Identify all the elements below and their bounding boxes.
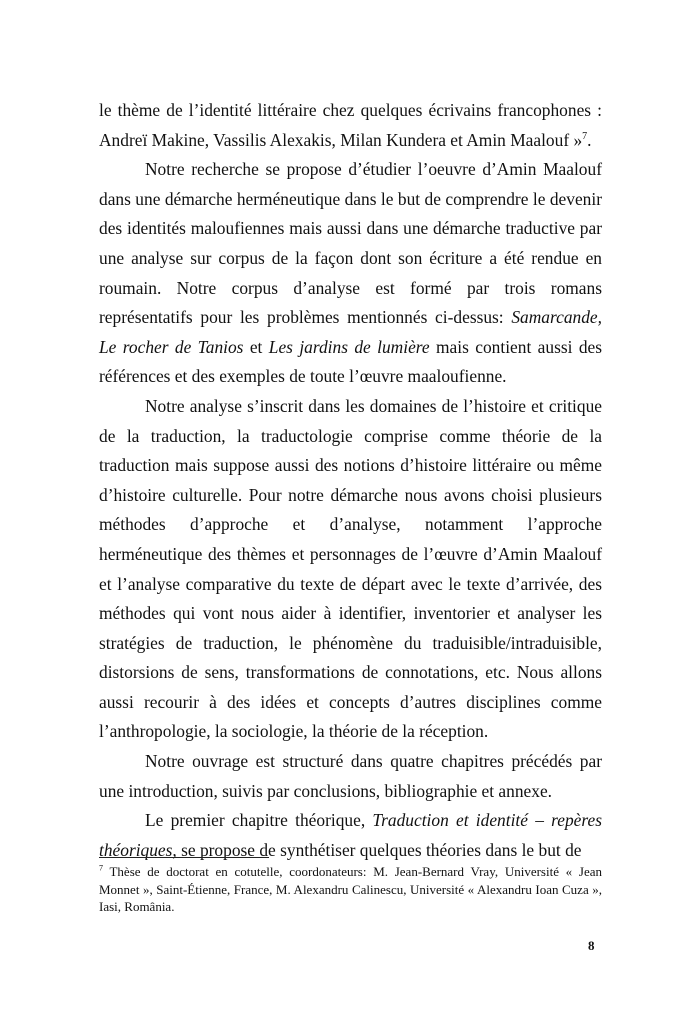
paragraph-2-text-c: mais contient aussi des références et des exemples de toute l’œuvre maaloufienne. <box>99 336 603 387</box>
paragraph-1-end: . <box>587 129 592 150</box>
paragraph-2-text-b: et <box>243 336 269 357</box>
novel-title-2: Les jardins de lumière <box>268 336 430 357</box>
paragraph-5-text-a: Le premier chapitre théorique, <box>145 810 373 831</box>
novel-titles-1: Samarcande, Le rocher de Tanios <box>99 307 602 357</box>
paragraph-1 <box>99 96 602 155</box>
footnote-reference: 7 <box>582 130 588 142</box>
footnote-number: 7 <box>99 863 103 873</box>
page-number: 8 <box>588 938 595 953</box>
body-text <box>99 96 602 865</box>
chapter-title: Traduction et identité – repères théoriques, <box>99 810 602 860</box>
paragraph-3: Notre analyse s’inscrit dans les domaines de l’histoire et critique de la traduction, la traductologie comprise comme théorie de la traduction mais suppose aussi des notions d’histoire littéraire ou même d’histoire culturelle. Pour notre démarche nous avons choisi plusieurs méthodes d’approche et d’analyse, notamment l’approche herméneutique des thèmes et personnages de l’œuvre d’Amin Maalouf et l’analyse comparative du texte de départ avec le texte d’arrivée, des méthodes qui vont nous aider à identifier, inventorier et analyser les stratégies de traduction, le phénomène du traduisible/intraduisible, distorsions de sens, transformations de connotations, etc. Nous allons aussi recourir à des idées et concepts d’autres disciplines comme l’anthropologie, la sociologie, la théorie de la réception. <box>99 395 602 742</box>
paragraph-2 <box>99 155 602 392</box>
footnote-text: Thèse de doctorat en cotutelle, coordonateurs: M. Jean-Bernard Vray, Université « Jean Monnet », Saint-Étienne, France, M. Alexandru Calinescu, Université « Alexandru Ioan Cuza », Iasi, România. <box>99 864 602 914</box>
paragraph-4: Notre ouvrage est structuré dans quatre chapitres précédés par une introduction, suivis par conclusions, bibliographie et annexe. <box>99 751 602 801</box>
paragraph-1-text: le thème de l’identité littéraire chez quelques écrivains francophones : Andreï Makine, Vassilis Alexakis, Milan Kundera et Amin Maalouf » <box>99 100 602 150</box>
paragraph-5-text-b: se propose de synthétiser quelques théories dans le but de <box>176 839 582 860</box>
paragraph-2-text-a: Notre recherche se propose d’étudier l’oeuvre d’Amin Maalouf dans une démarche herméneutique dans le but de comprendre le devenir des identités maloufiennes mais aussi dans une démarche traductive par une analyse sur corpus de la façon dont son écriture a été rendue en roumain. Notre corpus d’analyse est formé par trois romans représentatifs pour les problèmes mentionnés ci-dessus: <box>99 159 602 328</box>
footnote-separator <box>99 857 269 858</box>
footnote <box>99 863 602 916</box>
